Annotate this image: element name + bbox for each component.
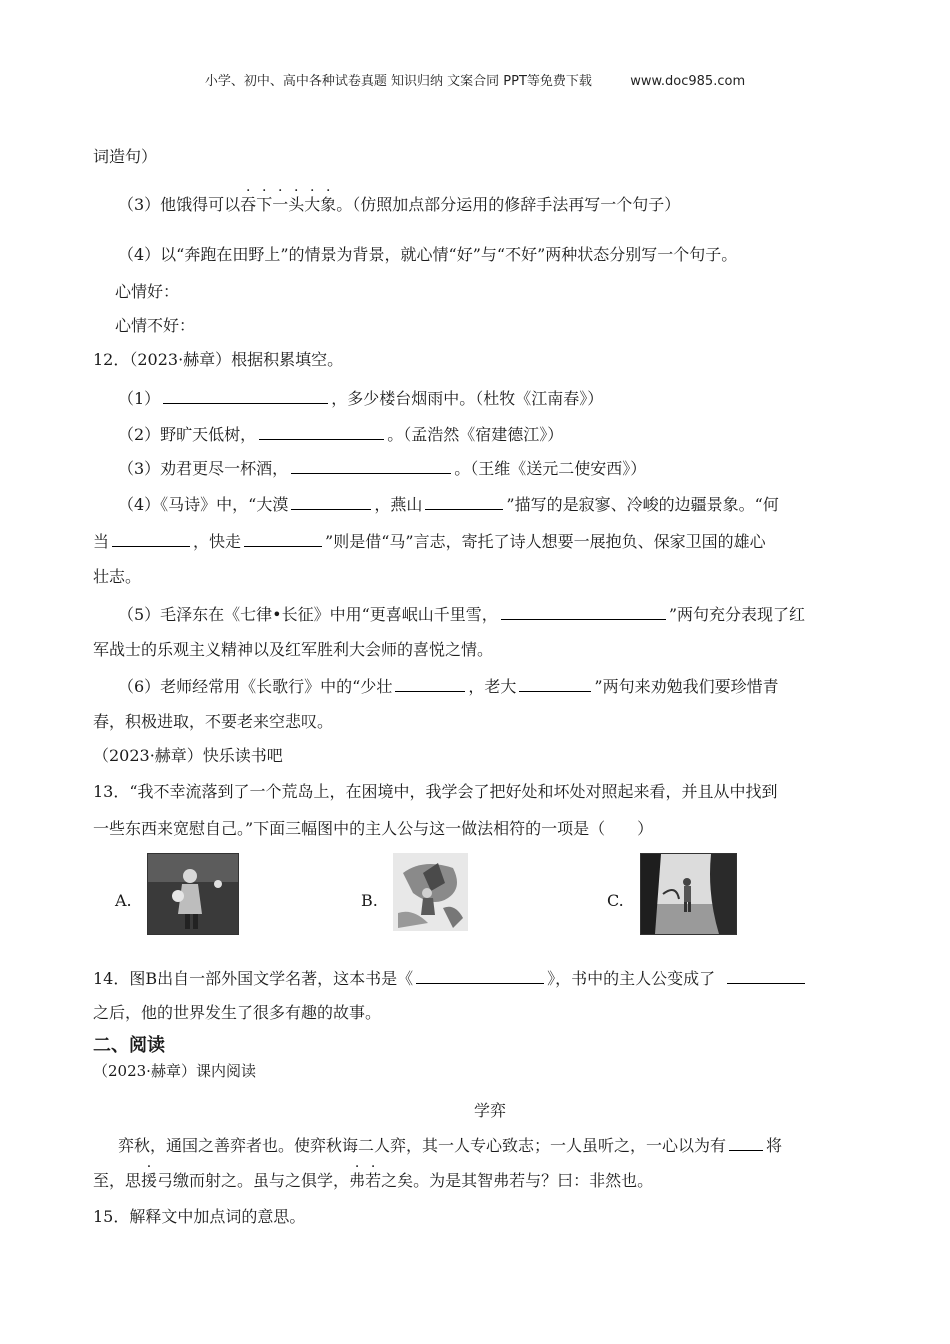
reading-section-label: （2023·赫章）快乐读书吧 (93, 746, 283, 765)
inclass-reading-label: （2023·赫章）课内阅读 (93, 1062, 256, 1080)
q12-6-line2: 春，积极进取，不要老来空悲叹。 (93, 712, 334, 731)
answer-blank[interactable] (501, 603, 666, 620)
answer-blank[interactable] (425, 493, 503, 510)
q12-6-line1: （6）老师经常用《长歌行》中的“少壮 ，老大 ”两句来劝勉我们要珍惜青 (118, 677, 779, 696)
passage-line1: 弈秋，通国之善弈者也。使弈秋诲二人弈，其一人专心致志；一人虽听之，一心以为有 将 (118, 1136, 783, 1155)
mood-good: 心情好： (115, 282, 180, 301)
answer-blank[interactable] (244, 530, 322, 547)
answer-blank[interactable] (291, 493, 371, 510)
q12-5-line2: 军战士的乐观主义精神以及红军胜利大会师的喜悦之情。 (93, 640, 494, 659)
option-c-label[interactable]: C. (607, 891, 624, 910)
answer-blank[interactable] (519, 675, 591, 692)
q14-line2: 之后，他的世界发生了很多有趣的故事。 (93, 1003, 382, 1022)
q14-line1: 14．图B出自一部外国文学名著，这本书是《 》，书中的主人公变成了 (93, 967, 808, 989)
q12-1: （1） ，多少楼台烟雨中。（杜牧《江南春》） (118, 389, 604, 408)
mood-bad: 心情不好： (115, 316, 196, 335)
passage-line2: 至，思援弓缴而射之。虽与之俱学，弗若之矣。为是其智弗若与？曰：非然也。 (93, 1171, 654, 1190)
header-url[interactable]: www.doc985.com (630, 74, 746, 89)
answer-blank[interactable] (112, 530, 190, 547)
option-b-label[interactable]: B. (361, 891, 378, 910)
continued-text: 词造句） (93, 147, 158, 166)
page-header (0, 70, 950, 89)
q12-4-line1: （4）《马诗》中，“大漠 ，燕山 ”描写的是寂寥、冷峻的边疆景象。“何 (118, 495, 779, 514)
answer-blank[interactable] (729, 1134, 763, 1151)
answer-blank[interactable] (291, 457, 451, 474)
q12-4-line3: 壮志。 (93, 567, 142, 586)
q12-4-line2: 当 ，快走 ”则是借“马”言志，寄托了诗人想要一展抱负、保家卫国的雄心 (93, 532, 766, 551)
header-text: 小学、初中、高中各种试卷真题 知识归纳 文案合同 PPT等免费下载 (204, 74, 592, 89)
option-a-label[interactable]: A. (115, 891, 132, 910)
answer-blank[interactable] (416, 967, 544, 984)
passage-title: 学弈 (473, 1101, 506, 1120)
q12-5-line1: （5）毛泽东在《七律•长征》中用“更喜岷山千里雪， ”两句充分表现了红 (118, 605, 805, 624)
q13-line2: 一些东西来宽慰自己。”下面三幅图中的主人公与这一做法相符的一项是（ ） (93, 819, 654, 838)
q11-3: （3）他饿得可以吞下一头大象。（仿照加点部分运用的修辞手法再写一个句子） (118, 195, 681, 214)
q11-4: （4）以“奔跑在田野上”的情景为背景，就心情“好”与“不好”两种状态分别写一个句子。 (118, 245, 738, 264)
q13-line1: 13．“我不幸流落到了一个荒岛上，在困境中，我学会了把好处和坏处对照起来看，并且从中找到 (93, 782, 778, 801)
option-c-image[interactable] (640, 853, 737, 935)
answer-blank[interactable] (727, 967, 805, 984)
q12-2: （2）野旷天低树， 。（孟浩然《宿建德江》） (118, 425, 564, 444)
option-b-image[interactable] (393, 853, 468, 931)
answer-blank[interactable] (259, 423, 384, 440)
answer-blank[interactable] (163, 387, 328, 404)
q12-heading: 12．（2023·赫章）根据积累填空。 (93, 350, 344, 369)
section-heading-reading: 二、阅读 (93, 1035, 165, 1056)
q15: 15．解释文中加点词的意思。 (93, 1207, 306, 1226)
option-a-image[interactable] (147, 853, 239, 935)
q12-3: （3）劝君更尽一杯酒， 。（王维《送元二使安西》） (118, 459, 647, 478)
answer-blank[interactable] (395, 675, 465, 692)
